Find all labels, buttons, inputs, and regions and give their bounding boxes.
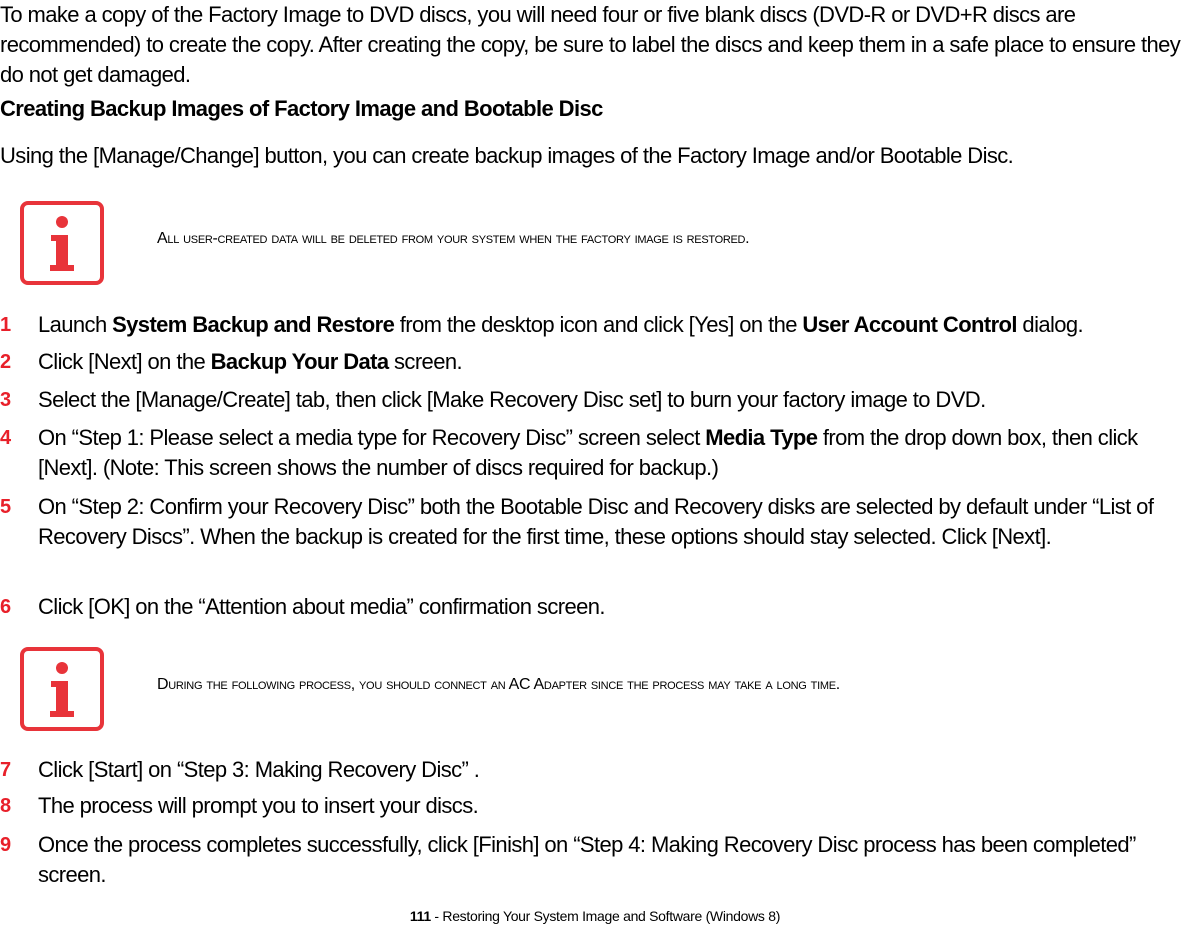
step-number: 5	[0, 496, 11, 518]
chapter-title: Restoring Your System Image and Software (Windows 8)	[442, 908, 781, 924]
subintro-paragraph: Using the [Manage/Change] button, you can create backup images of the Factory Image and/or Bootable Disc.	[0, 143, 1014, 168]
step-number: 8	[0, 795, 11, 817]
page-number: 111	[409, 908, 431, 924]
step-number: 6	[0, 596, 11, 618]
adapter-note: During the following process, you should connect an AC Adapter since the process may take a long time.	[157, 676, 840, 693]
step-number: 1	[0, 314, 11, 336]
step-number: 9	[0, 834, 11, 856]
step-number: 3	[0, 389, 11, 411]
info-icon	[20, 647, 104, 731]
step-number: 7	[0, 759, 11, 781]
page-footer: 111 - Restoring Your System Image and Software (Windows 8)	[409, 908, 781, 924]
section-heading: Creating Backup Images of Factory Image and Bootable Disc	[0, 96, 603, 121]
step-number: 2	[0, 351, 11, 373]
info-icon	[20, 201, 104, 285]
intro-paragraph: To make a copy of the Factory Image to DVD discs, you will need four or five blank discs (DVD-R or DVD+R discs are recommended) to create the copy. After creating the copy, be sure to label the discs and keep them in a safe place to ensure they do not get damaged.	[0, 2, 1181, 87]
warning-note: All user-created data will be deleted from your system when the factory image is restored.	[157, 230, 750, 247]
step-number: 4	[0, 427, 11, 449]
